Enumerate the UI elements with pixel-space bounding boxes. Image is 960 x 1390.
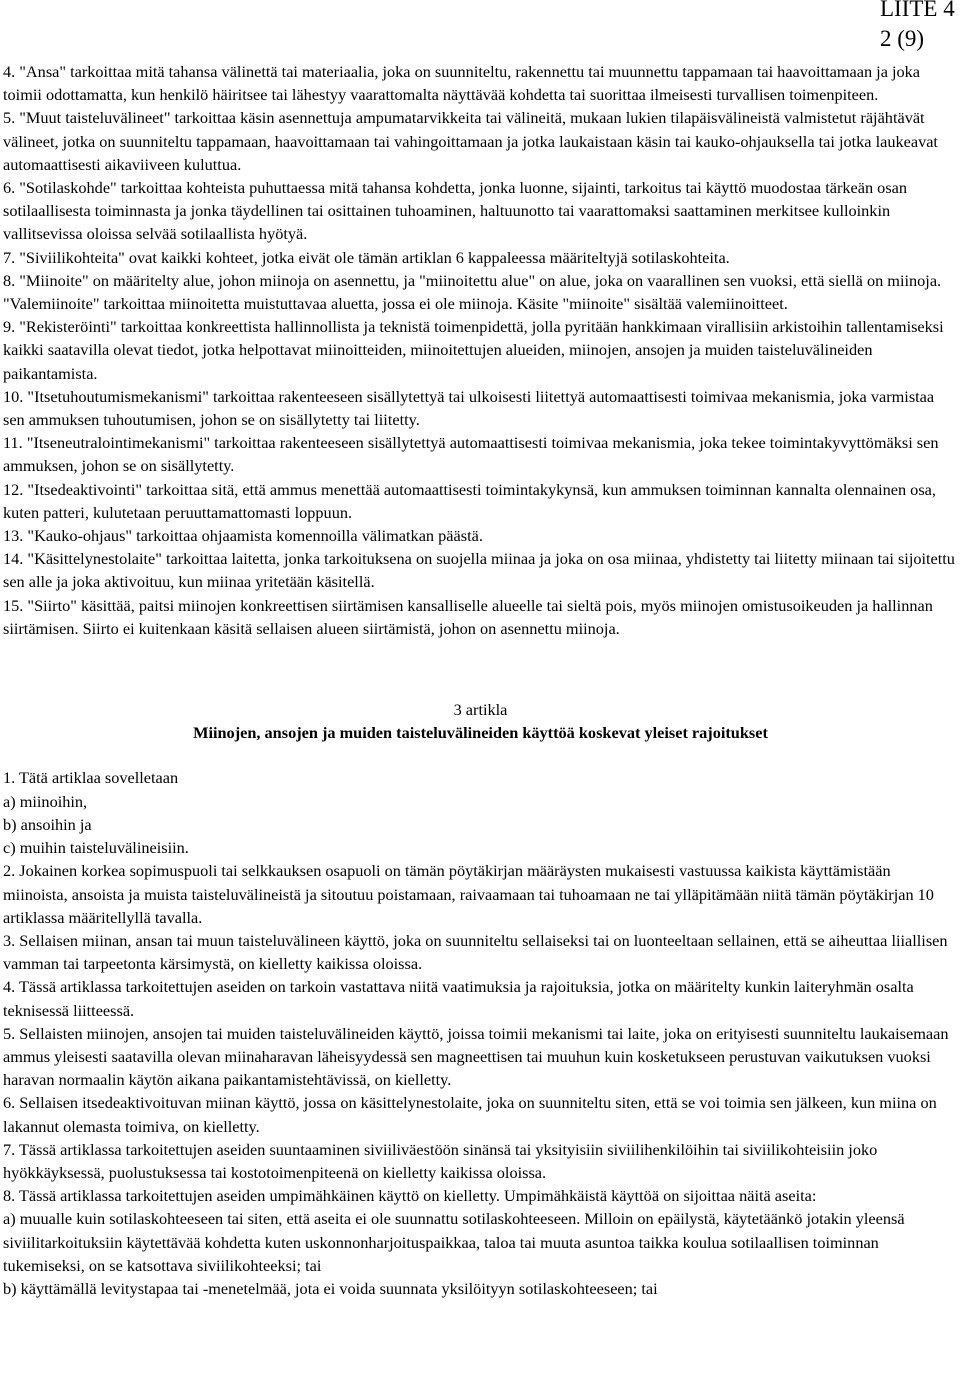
definition-paragraph: 9. "Rekisteröinti" tarkoittaa konkreettista hallinnollista ja teknistä toimenpidettä, jolla pyritään hankkimaan virallisiin arkistoihin tallentamiseksi kaikki saatavilla olevat tiedot, jotka helpottavat miinoitteiden, miinoitettujen alueiden, miinojen, ansojen ja muiden taisteluvälineiden paikantamista. (3, 317, 944, 383)
article-paragraph: 1. Tätä artiklaa sovelletaan (3, 768, 179, 788)
definition-paragraph: 8. "Miinoite" on määritelty alue, johon miinoja on asennettu, ja "miinoitettu alue" on alue, joka on vaarallinen sen vuoksi, että siellä on miinoja. "Valemiinoite" tarkoittaa miinoitetta muistuttavaa aluetta, jossa ei ole miinoja. Käsite "miinoite" sisältää valemiinoitteet. (3, 270, 942, 314)
definition-paragraph: 10. "Itsetuhoutumismekanismi" tarkoittaa rakenteeseen sisällytettyä tai ulkoisesti liitettyä automaattisesti toimivaa mekanismia, joka varmistaa sen ammuksen tuhoutumisen, johon se on sisällytetty tai liitetty. (3, 386, 935, 430)
article-paragraph: 3. Sellaisen miinan, ansan tai muun taisteluvälineen käyttö, joka on suunniteltu sellaiseksi tai on luonteeltaan sellainen, että se aiheuttaa liiallisen vamman tai tarpeetonta kärsimystä, on kielletty kaikissa oloissa. (3, 930, 948, 974)
article-paragraph: a) miinoihin, (3, 791, 88, 811)
definition-paragraph: 7. "Siviilikohteita" ovat kaikki kohteet, jotka eivät ole tämän artiklan 6 kappaleessa määriteltyjä sotilaskohteita. (3, 247, 730, 267)
article-paragraph: 7. Tässä artiklassa tarkoitettujen aseiden suuntaaminen siviiliväestöön sinänsä tai yksityisiin siviilihenkilöihin tai siviilikohteisiin joko hyökkäyksessä, puolustuksessa tai kostotoimenpiteenä on kielletty kaikissa oloissa. (3, 1139, 878, 1182)
definition-paragraph: 15. "Siirto" käsittää, paitsi miinojen konkreettisen siirtämisen kansalliselle alueelle tai sieltä pois, myös miinojen omistusoikeuden ja hallinnan siirtämisen. Siirto ei kuitenkaan käsitä sellaisen alueen siirtämistä, johon on asennettu miinoja. (3, 595, 933, 638)
article-paragraph: 2. Jokainen korkea sopimuspuoli tai selkkauksen osapuoli on tämän pöytäkirjan määräysten mukaisesti vastuussa kaikista käyttämistään miinoista, ansoista ja muista taisteluvälineistä ja sitoutuu poistamaan, raivaamaan tai tuhoamaan ne tai ylläpitämään niitä tämän pöytäkirjan 10 artiklassa määritellyllä tavalla. (3, 861, 934, 927)
article-paragraph: b) ansoihin ja (3, 814, 92, 834)
article-paragraph: 8. Tässä artiklassa tarkoitettujen aseiden umpimähkäinen käyttö on kielletty. Umpimähkäistä käyttöä on sijoittaa näitä aseita: (3, 1186, 817, 1206)
article-title: Miinojen, ansojen ja muiden taisteluvälineiden käyttöä koskevat yleiset rajoitukset (193, 723, 768, 743)
definition-paragraph: 13. "Kauko-ohjaus" tarkoittaa ohjaamista komennoilla välimatkan päästä. (3, 526, 483, 546)
definition-paragraph: 12. "Itsedeaktivointi" tarkoittaa sitä, että ammus menettää automaattisesti toimintakykynsä, kun ammuksen toiminnan kannalta olennainen osa, kuten patteri, kulutetaan peruuttamattomasti loppuun. (3, 479, 936, 522)
article-number: 3 artikla (453, 700, 508, 720)
article-paragraph: 5. Sellaisten miinojen, ansojen tai muiden taisteluvälineiden käyttö, joissa toimii mekanismi tai laite, joka on erityisesti suunniteltu laukaisemaan ammus yleisesti saatavilla olevan miinaharavan läheisyydessä sen magneettisen tai muuhun kuin kosketukseen perustuvan vaikutuksen vuoksi haravan normaalin käytön aikana paikantamistehtävissä, on kielletty. (3, 1023, 949, 1090)
article-paragraph: a) muualle kuin sotilaskohteeseen tai siten, että aseita ei ole suunnattu sotilaskohteeseen. Milloin on epäilystä, käytetäänkö jotakin yleensä siviilitarkoituksiin käytettävää kohdetta kuten uskonnonharjoituspaikkaa, taloa tai muuta asuntoa taikka koulua sotilaallisen toiminnan tukemiseksi, on se katsottava siviilikohteeksi; tai (3, 1209, 905, 1275)
definition-paragraph: 5. "Muut taisteluvälineet" tarkoittaa käsin asennettuja ampumatarvikkeita tai välineitä, mukaan lukien tilapäisvälineistä valmistetut räjähtävät välineet, jotka on suunniteltu tappamaan, haavoittamaan tai vahingoittamaan ja jotka laukaistaan käsin tai kauko-ohjauksella tai jotka laukeavat automaattisesti aikaviiveen kuluttua. (3, 108, 938, 174)
article-paragraph: c) muihin taisteluvälineisiin. (3, 838, 189, 858)
definition-paragraph: 11. "Itseneutralointimekanismi" tarkoittaa rakenteeseen sisällytettyä automaattisesti toimivaa mekanismia, joka tekee toimintakyvyttömäksi sen ammuksen, johon se on sisällytetty. (3, 433, 939, 476)
definition-paragraph: 6. "Sotilaskohde" tarkoittaa kohteista puhuttaessa mitä tahansa kohdetta, jonka luonne, sijainti, tarkoitus tai käyttö muodostaa tärkeän osan sotilaallisesta toiminnasta ja jonka täydellinen tai osittainen tuhoaminen, haltuunotto tai vaarattomaksi saattaminen merkitsee kulloinkin vallitsevissa oloissa selvää sotilaallista hyötyä. (3, 178, 908, 244)
appendix-label: LIITE 4 (880, 0, 955, 21)
article-paragraph: 4. Tässä artiklassa tarkoitettujen aseiden on tarkoin vastattava niitä vaatimuksia ja rajoituksia, jotka on määritelty kunkin laiteryhmän osalta teknisessä liitteessä. (3, 977, 914, 1020)
definitions-section (3, 60, 958, 640)
definition-paragraph: 14. "Käsittelynestolaite" tarkoittaa laitetta, jonka tarkoituksena on suojella miinaa ja joka on osa miinaa, yhdistetty tai liitetty miinaan tai sijoitettu sen alle ja joka aktivoituu, kun miinaa yritetään käsitellä. (3, 549, 955, 592)
article-section (3, 766, 958, 1300)
title-spacer (3, 744, 958, 766)
page-number: 2 (9) (880, 26, 925, 51)
page-header (880, 0, 958, 54)
document-body (3, 60, 958, 1300)
definition-paragraph: 4. "Ansa" tarkoittaa mitä tahansa välinettä tai materiaalia, joka on suunniteltu, rakennettu tai muunnettu tappamaan tai haavoittamaan ja joka toimii odottamatta, kun henkilö häiritsee tai lähestyy vaarattomalta näyttävää kohdetta tai suorittaa ilmeisesti turvallisen toimenpiteen. (3, 62, 921, 105)
article-paragraph: b) käyttämällä levitystapaa tai -menetelmää, jota ei voida suunnata yksilöityyn sotilaskohteeseen; tai (3, 1278, 658, 1298)
article-paragraph: 6. Sellaisen itsedeaktivoituvan miinan käyttö, jossa on käsittelynestolaite, joka on suunniteltu siten, että se voi toimia sen jälkeen, kun miina on lakannut olemasta toimiva, on kielletty. (3, 1093, 937, 1136)
section-spacer (3, 640, 958, 698)
